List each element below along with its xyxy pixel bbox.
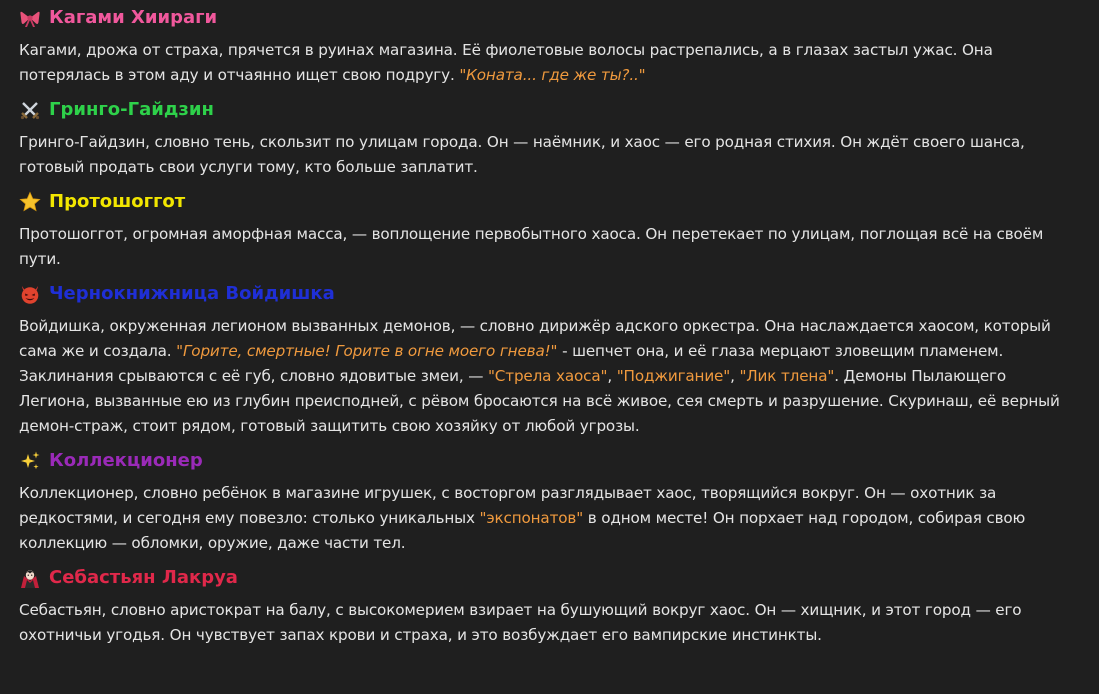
spell-name: "Стрела хаоса" — [487, 367, 608, 385]
devil-icon — [19, 283, 41, 305]
character-name-protoshoggoth: Протошоггот — [49, 191, 186, 212]
vampire-icon — [19, 567, 41, 589]
character-heading — [19, 447, 1080, 475]
character-description: Гринго-Гайдзин, словно тень, скользит по улицам города. Он — наёмник, и хаос — его родная стихия. Он ждёт своего шанса, готовый продать свои услуги тому, кто больше заплатит. — [19, 133, 1025, 176]
character-entry — [19, 564, 1080, 648]
character-name-voidishka: Чернокнижница Войдишка — [49, 283, 335, 304]
character-quote: "Горите, смертные! Горите в огне моего гнева!" — [176, 342, 558, 360]
character-heading — [19, 4, 1080, 32]
character-description: Коллекционер, словно ребёнок в магазине игрушек, с восторгом разглядывает хаос, творящийся вокруг. Он — охотник за редкостями, и сегодня ему повезло: столько уникальных "экспонатов" в одном месте! Он порхает над городом, собирая свою коллекцию — обломки, оружие, даже части тел. — [19, 484, 1026, 552]
exhibit-term: "экспонатов" — [479, 509, 584, 527]
sparkles-icon — [19, 450, 41, 472]
character-heading — [19, 188, 1080, 216]
character-quote: "Коната... где же ты?.." — [459, 66, 646, 84]
star-icon — [19, 191, 41, 213]
crossed-swords-icon — [19, 99, 41, 121]
character-description: Войдишка, окруженная легионом вызванных демонов, — словно дирижёр адского оркестра. Она наслаждается хаосом, который сама же и создала. "Горите, смертные! Горите в огне моего гнева!" - шепчет она, и её глаза мерцают зловещим пламенем. Заклинания срываются с её губ, словно ядовитые змеи, — "Стрела хаоса", "Поджигание", "Лик тлена". Демоны Пылающего Легиона, вызванные ею из глубин преисподней, с рёвом бросаются на всё живое, сея смерть и разрушение. Скуринаш, её верный демон-страж, стоит рядом, готовый защитить свою хозяйку от любой угрозы. — [19, 317, 1060, 435]
character-name-sebastian: Себастьян Лакруа — [49, 567, 238, 588]
character-heading — [19, 96, 1080, 124]
spell-name: "Поджигание" — [616, 367, 731, 385]
character-heading — [19, 564, 1080, 592]
character-name-collector: Коллекционер — [49, 450, 203, 471]
character-entry — [19, 188, 1080, 272]
character-description: Себастьян, словно аристократ на балу, с высокомерием взирает на бушующий вокруг хаос. Он — хищник, и этот город — его охотничьи угодья. Он чувствует запах крови и страха, и это возбуждает его вампирские инстинкты. — [19, 601, 1022, 644]
character-description: Протошоггот, огромная аморфная масса, — воплощение первобытного хаоса. Он перетекает по улицам, поглощая всё на своём пути. — [19, 225, 1044, 268]
character-name-kagami: Кагами Хиираги — [49, 7, 218, 28]
character-entry — [19, 4, 1080, 88]
character-entry — [19, 447, 1080, 556]
character-heading — [19, 280, 1080, 308]
character-name-gringo: Гринго-Гайдзин — [49, 99, 214, 120]
character-description: Кагами, дрожа от страха, прячется в руинах магазина. Её фиолетовые волосы растрепались, а в глазах застыл ужас. Она потерялась в этом аду и отчаянно ищет свою подругу. "Коната... где же ты?.." — [19, 41, 993, 84]
bow-icon — [19, 7, 41, 29]
character-entry — [19, 96, 1080, 180]
character-entry — [19, 280, 1080, 439]
spell-name: "Лик тлена" — [739, 367, 835, 385]
